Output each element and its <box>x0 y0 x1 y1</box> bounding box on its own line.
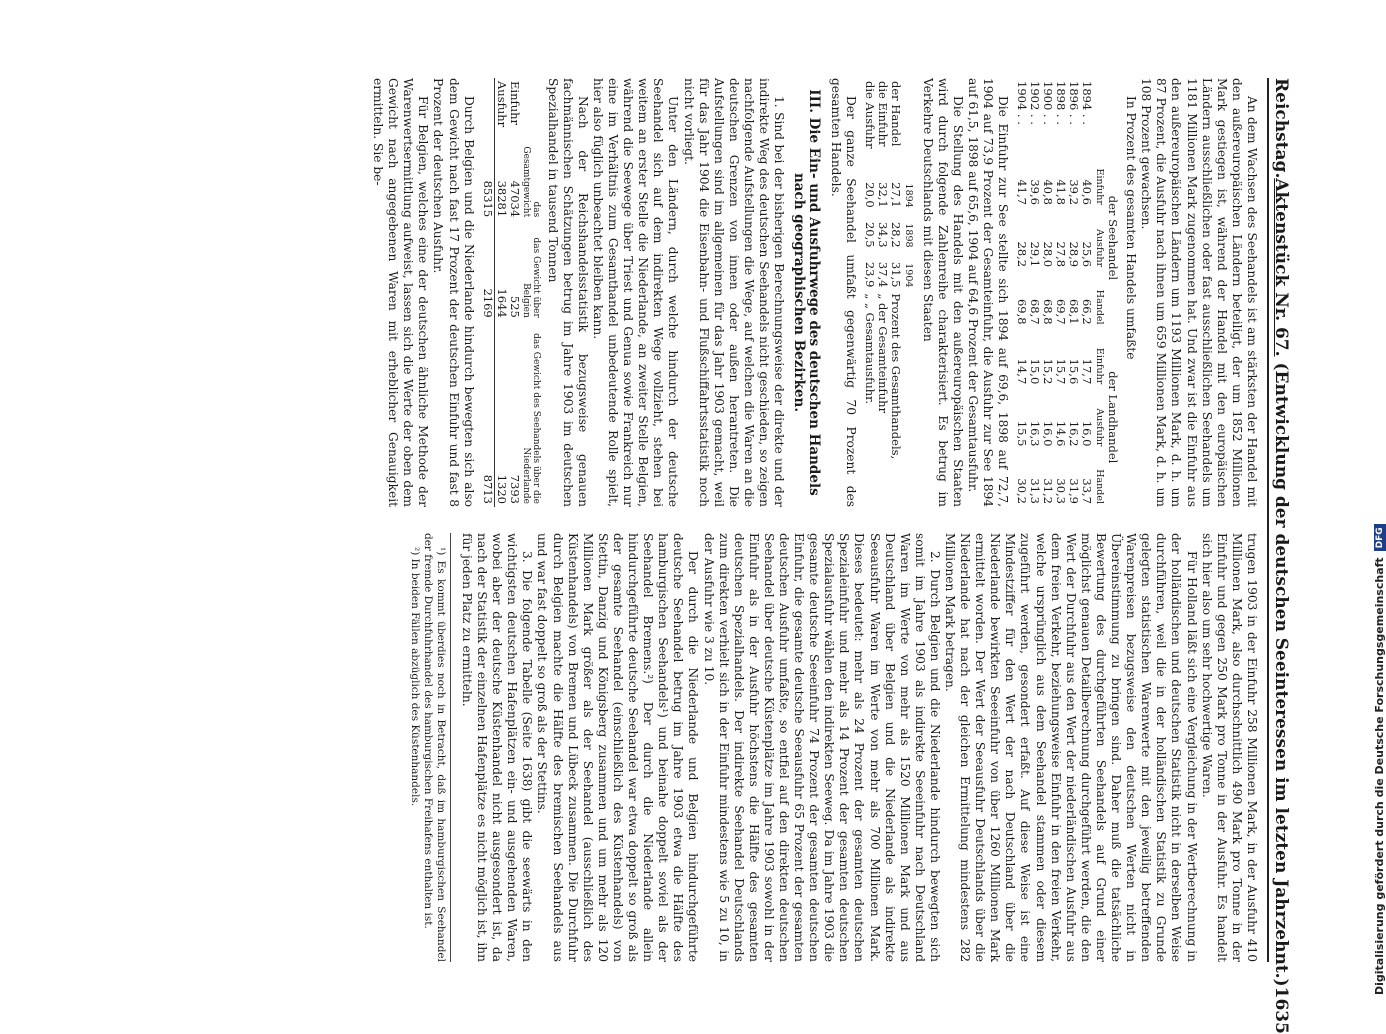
paragraph: trugen 1903 in der Einfuhr 258 Millionen Mark, in der Ausfuhr 410 Millionen Mark, also durchschnittlich 490 Mark pro Tonne in der Einfuhr und gegen 250 Mark pro Tonne in der Ausfuhr. Es handelt sich hier also um sehr hochwertige Waren. <box>1199 533 1259 962</box>
group-header-landhandel: der Landhandel <box>1106 371 1121 464</box>
table-row: Ausfuhr 38281 1644 1320 <box>494 78 508 507</box>
paragraph: Unter den Ländern, durch welche hindurch der deutsche Seehandel sich auf dem indirekten Wege vollzieht, stehen bei weitem an erster Stelle die Niederlande, an zweiter Stelle Belgien, während die Seewege über Triest und Genua sowie Frankreich nur eine im Verhältnis zum Gesamthandel unbedeutende Rolle spielt, hier also füglich unbeachtet bleiben kann. <box>591 78 681 507</box>
year-header: 1904 <box>903 263 915 288</box>
table-row: der Handel 27,1 28,2 31,5 Prozent des Gesamthandels, <box>889 81 904 460</box>
header-subtitle: (Entwicklung der deutschen Seeinteressen im letzten Jahrzehnt.) <box>1271 362 1291 987</box>
paragraph: In Prozent des gesamten Handels umfaßte <box>1124 96 1139 360</box>
column-header: das Gesamtgewicht <box>520 146 541 218</box>
column-header: Einfuhr <box>1094 347 1106 385</box>
left-column <box>370 78 1259 507</box>
paragraph: Für Holland läßt sich eine Vergleichung in der Wertberechnung in der holländischen und deutschen Statistik nicht in derselben Weise durchführen, weil die in der holländischen Statistik zu Grunde gelegten statistischen Warenwerte mit den jeweilig betreffenden Warenpreisen bezugsweise den deutschen Werten nicht in Übereinstimmung zu bringen sind. Daher muß die tatsächliche Bewertung des durchgeführten Seehandels auf Grund einer möglichst genauen Detailberechnung durchgeführt werden, die den Wert der Durchfuhr aus den Wert der niederländischen Ausfuhr aus dem freien Verkehr, beziehungsweise Einfuhr in den freien Verkehr, welche ursprünglich aus dem Seehandel stammen oder diesem zugeführt werden, gesondert erfaßt. Auf diese Weise ist eine Mindestziffer für den Wert der nach Deutschland über die Niederlande bewirkten Seeeinfuhr von über 1260 Millionen Mark ermittelt worden. Der Wert der Seeausfuhr Deutschlands über die Niederlande hat nach der gleichen Ermittelung mindestens 282 Millionen Mark betragen. <box>943 533 1199 962</box>
column-header: Handel <box>1094 289 1106 325</box>
column-header: Einfuhr <box>1094 168 1106 205</box>
header-doc-number: Aktenstück Nr. 67. <box>1271 178 1291 357</box>
footnotes <box>408 533 451 962</box>
trade-share-table <box>1015 78 1119 507</box>
paragraph: Die Stellung des Handels mit den außereuropäischen Staaten wird durch folgende Zahlenreihe charakterisiert. Es betrug im Verkehre Deutschlands mit diesen Staaten <box>920 78 965 507</box>
footnote: ²) In beiden Fällen abzüglich des Küstenhandels. <box>408 547 421 807</box>
table-row: 1900 . . 40,8 28,0 68,8 15,2 16,0 31,2 <box>1041 81 1056 504</box>
paragraph: Durch Belgien und die Niederlande hindurch bewegten sich also dem Gewicht nach fast 17 Prozent der deutschen Einfuhr und fast 8 Prozent der deutschen Ausfuhr. <box>431 78 476 507</box>
table-total-row: 85315 2169 8713 <box>480 180 495 504</box>
column-header: das Gewicht über Belgien <box>520 237 541 318</box>
column-header: Ausfuhr <box>1094 408 1106 447</box>
paragraph: 1. Sind bei der bisherigen Berechnungsweise der direkte und der indirekte Weg des deutschen Seehandels nicht geschieden, so zeigen nachfolgende Aufstellungen die Wege, auf welchen die Waren an die deutschen Grenzen von innen oder außen herantreten. Die Aufstellungen sind im allgemeinen für das Jahr 1903 gemacht, weil für das Jahr 1904 die Eisenbahn- und Flußschiffahrtsstatistik noch nicht vorliegt. <box>681 78 787 507</box>
credit-text: Digitalisierung gefördert durch die Deutsche Forschungsgemeinschaft <box>1373 557 1386 995</box>
page-header <box>1267 78 1291 1034</box>
header-reichstag: Reichstag. <box>1271 78 1291 179</box>
digitization-credit <box>1373 524 1386 995</box>
paragraph: Nach der Reichshandelsstatistik bezugsweise genauen fachmännischen Schätzungen betrug im Jahre 1903 im deutschen Spezialhandel in tausend Tonnen <box>545 78 590 507</box>
table-row: 1904 . . 41,7 28,2 69,8 14,7 15,5 30,2 <box>1015 81 1030 504</box>
page-number: 1635 <box>1271 986 1291 1034</box>
section-title: III. Die Ein- und Ausfuhrwege des deutschen Handels nach geographischen Bezirken. <box>791 89 823 496</box>
column-header: das Gewicht des Seehandels über die Niederlande <box>520 333 541 504</box>
year-header: 1898 <box>903 223 915 248</box>
paragraph: 2. Durch Belgien und die Niederlande hindurch bewegten sich somit im Jahre 1903 als indirekte Seeeinfuhr nach Deutschland Waren im Werte von mehr als 1520 Millionen Mark und aus Deutschland über Belgien und die Niederlande als indirekte Seeausfuhr Waren im Werte von mehr als 700 Millionen Mark. Dieses bedeutet: mehr als 24 Prozent der gesamten deutschen Spezialeinfuhr und mehr als 14 Prozent der gesamten deutschen Spezialausfuhr wählen den indirekten Seeweg. Da im Jahre 1903 die gesamte deutsche Seeeinfuhr 74 Prozent der gesamten deutschen Einfuhr, die gesamte deutsche Seeausfuhr 65 Prozent der gesamten deutschen Ausfuhr umfaßte, so entfiel auf den direkten deutschen Seehandel über deutsche Küstenplätze im Jahre 1903 sowohl in der Einfuhr als in der Ausfuhr höchstens die Hälfte des gesamten deutschen Spezialhandels. Der indirekte Seehandel Deutschlands zum direkten verhielt sich in der Einfuhr mindestens wie 5 zu 10, in der Ausfuhr wie 3 zu 10. <box>701 533 942 962</box>
paragraph: Die Einfuhr zur See stellte sich 1894 auf 69,6, 1898 auf 72,7, 1904 auf 73,9 Prozent der Gesamteinfuhr, die Ausfuhr zur See 1894 auf 61,5, 1898 auf 65,6, 1904 auf 64,6 Prozent der Gesamtausfuhr. <box>965 78 1011 507</box>
paragraph: An dem Wachsen des Seehandels ist am stärksten der Handel mit den außereuropäischen Ländern beteiligt, der um 1852 Millionen Mark gestiegen ist, während der Handel mit den europäischen Ländern ausschließlichen oder fast ausschließlichen Seehandels um 1181 Millionen Mark zugenommen hat. Und zwar ist die Einfuhr aus den außereuropäischen Ländern um 1193 Millionen Mark, d. h. um 87 Prozent, die Ausfuhr nach ihnen um 659 Millionen Mark, d. h. um 108 Prozent gewachsen. <box>1139 78 1259 507</box>
scanned-page <box>85 50 1300 1034</box>
paragraph: Der durch die Niederlande und Belgien hindurchgeführte deutsche Seehandel betrug im Jahre 1903 etwa die Hälfte des hamburgischen Seehandels¹) und beinahe doppelt soviel als der Seehandel Bremens.²) Der durch die Niederlande allein hindurchgeführte deutsche Seehandel war etwa doppelt so groß als der gesamte Seehandel (einschließlich des Küstenhandels) von Stettin, Danzig und Königsberg zusammen und um mehr als 120 Millionen Mark größer als der Seehandel (ausschließlich des Küstenhandels) von Bremen und Lübeck zusammen. Die Durchfuhr durch Belgien machte die Hälfte des bremischen Seehandels aus und war fast doppelt so groß als der Stettins. <box>535 533 701 962</box>
table-row: 1894 . . 40,6 25,6 66,2 17,7 16,0 33,7 <box>1080 81 1095 504</box>
paragraph: 3. Die folgende Tabelle (Seite 1638) gibt die seewärts in den wichtigsten deutschen Hafenplätzen ein- und ausgehenden Waren, wobei aber der deutsche Küstenhandel nicht ausgesondert ist, da nach der Statistik der einzelnen Hafenplätze es nicht möglich ist, ihn für jeden Platz zu ermitteln. <box>460 533 535 962</box>
non-european-trade-table <box>864 78 916 507</box>
column-header: Handel <box>1094 469 1106 504</box>
table-row: die Ausfuhr 20,0 20,5 23,9 „ „ Gesamtausfuhr. <box>863 81 878 405</box>
header-title <box>1271 178 1291 987</box>
year-header: 1894 <box>903 183 915 208</box>
table-row: 1896 . . 39,2 28,9 68,1 15,6 16,2 31,9 <box>1067 81 1082 504</box>
dfg-logo: DFG <box>1374 524 1386 551</box>
paragraph: Für Belgien, welches eine der deutschen ähnliche Methode der Warenwertsermittlung aufweist, lassen sich die Werte der oben dem Gewicht nach angegebenen Waren mit erheblicher Genauigkeit ermitteln. Sie be- <box>371 78 431 507</box>
column-header: Ausfuhr <box>1094 228 1106 268</box>
footnote: ¹) Es kommt überdies noch in Betracht, daß im hamburgischen Seehandel der fremde Durchfuhrhandel des hamburgischen Freihafens enthalten ist. <box>421 533 447 962</box>
table-row: 1902 . . 39,6 29,1 68,7 15,0 16,3 31,3 <box>1028 81 1043 504</box>
table-row: die Einfuhr 32,1 34,3 37,4 „ der Gesamteinfuhr <box>876 81 891 414</box>
right-column <box>370 533 1259 962</box>
paragraph: Der ganze Seehandel umfaßt gegenwärtig 70 Prozent des gesamten Handels. <box>829 78 859 507</box>
tonnage-table <box>481 78 541 507</box>
table-row: Einfuhr 47034 525 7393 <box>507 81 522 504</box>
group-header-seehandel: der Seehandel <box>1106 195 1121 281</box>
table-row: 1898 . . 41,8 27,8 69,7 15,7 14,6 30,3 <box>1054 81 1069 504</box>
